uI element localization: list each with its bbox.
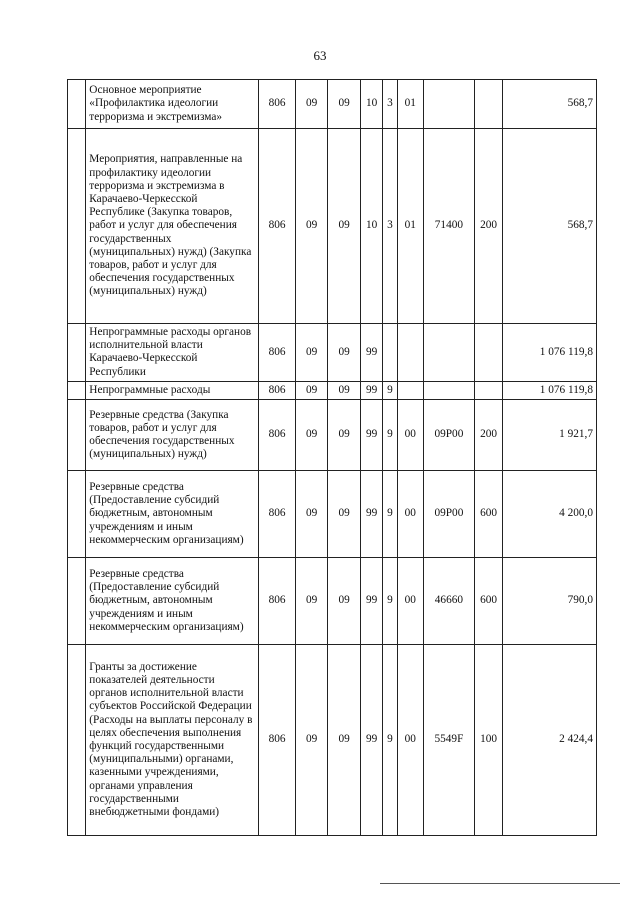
event-code xyxy=(397,381,423,399)
subsection-code: 09 xyxy=(328,129,361,324)
program-code: 99 xyxy=(360,400,382,471)
subprogram-code: 9 xyxy=(383,381,397,399)
expense-type-code xyxy=(474,381,502,399)
subsection-code: 09 xyxy=(328,381,361,399)
event-code: 01 xyxy=(397,80,423,129)
program-code: 10 xyxy=(360,80,382,129)
event-code: 00 xyxy=(397,400,423,471)
table-row xyxy=(68,400,597,471)
row-marker-cell xyxy=(68,129,86,324)
row-name: Гранты за достижение показателей деятельности органов исполнительной власти субъектов Российской Федерации (Расходы на выплаты персоналу в целях обеспечения выполнения функций государственными (муниципальными) органами, казенными учреждениями, органами управления государственными внебюджетными фондами) xyxy=(86,645,259,836)
page-number: 63 xyxy=(313,48,327,63)
program-code: 99 xyxy=(360,471,382,558)
subprogram-code: 9 xyxy=(383,558,397,645)
subsection-code: 09 xyxy=(328,471,361,558)
row-name: Резервные средства (Закупка товаров, работ и услуг для обеспечения государственных (муниципальных) нужд) xyxy=(86,400,259,471)
subsection-code: 09 xyxy=(328,80,361,129)
expense-type-code xyxy=(474,324,502,382)
direction-code: 09Р00 xyxy=(423,471,474,558)
row-marker-cell xyxy=(68,471,86,558)
subprogram-code xyxy=(383,324,397,382)
row-name: Резервные средства (Предоставление субсидий бюджетным, автономным учреждениям и иным некоммерческим организациям) xyxy=(86,471,259,558)
section-code: 09 xyxy=(295,400,328,471)
event-code xyxy=(397,324,423,382)
direction-code xyxy=(423,80,474,129)
expense-type-code: 100 xyxy=(474,645,502,836)
table-row xyxy=(68,80,597,129)
ministry-code: 806 xyxy=(259,558,296,645)
expense-type-code: 600 xyxy=(474,471,502,558)
ministry-code: 806 xyxy=(259,129,296,324)
ministry-code: 806 xyxy=(259,381,296,399)
program-code: 99 xyxy=(360,558,382,645)
section-code: 09 xyxy=(295,324,328,382)
section-code: 09 xyxy=(295,558,328,645)
subprogram-code: 3 xyxy=(383,129,397,324)
event-code: 00 xyxy=(397,558,423,645)
table-row xyxy=(68,471,597,558)
section-code: 09 xyxy=(295,645,328,836)
subprogram-code: 9 xyxy=(383,645,397,836)
row-name: Резервные средства (Предоставление субсидий бюджетным, автономным учреждениям и иным некоммерческим организациям) xyxy=(86,558,259,645)
program-code: 99 xyxy=(360,645,382,836)
budget-table xyxy=(67,79,597,836)
table-row xyxy=(68,324,597,382)
subprogram-code: 9 xyxy=(383,471,397,558)
amount: 1 076 119,8 xyxy=(503,324,597,382)
row-marker-cell xyxy=(68,324,86,382)
row-name: Основное мероприятие «Профилактика идеологии терроризма и экстремизма» xyxy=(86,80,259,129)
event-code: 01 xyxy=(397,129,423,324)
ministry-code: 806 xyxy=(259,324,296,382)
row-marker-cell xyxy=(68,645,86,836)
row-marker-cell xyxy=(68,558,86,645)
amount: 568,7 xyxy=(503,80,597,129)
program-code: 99 xyxy=(360,381,382,399)
subprogram-code: 9 xyxy=(383,400,397,471)
direction-code: 71400 xyxy=(423,129,474,324)
amount: 1 076 119,8 xyxy=(503,381,597,399)
amount: 568,7 xyxy=(503,129,597,324)
ministry-code: 806 xyxy=(259,400,296,471)
row-marker-cell xyxy=(68,80,86,129)
direction-code xyxy=(423,324,474,382)
section-code: 09 xyxy=(295,471,328,558)
subsection-code: 09 xyxy=(328,400,361,471)
program-code: 10 xyxy=(360,129,382,324)
event-code: 00 xyxy=(397,645,423,836)
amount: 4 200,0 xyxy=(503,471,597,558)
expense-type-code: 600 xyxy=(474,558,502,645)
amount: 2 424,4 xyxy=(503,645,597,836)
event-code: 00 xyxy=(397,471,423,558)
section-code: 09 xyxy=(295,129,328,324)
section-code: 09 xyxy=(295,80,328,129)
ministry-code: 806 xyxy=(259,645,296,836)
amount: 790,0 xyxy=(503,558,597,645)
subsection-code: 09 xyxy=(328,558,361,645)
table-row xyxy=(68,381,597,399)
row-marker-cell xyxy=(68,400,86,471)
direction-code xyxy=(423,381,474,399)
subsection-code: 09 xyxy=(328,645,361,836)
table-row xyxy=(68,558,597,645)
row-name: Непрограммные расходы xyxy=(86,381,259,399)
section-code: 09 xyxy=(295,381,328,399)
row-marker-cell xyxy=(68,381,86,399)
bottom-rule xyxy=(380,883,620,884)
expense-type-code xyxy=(474,80,502,129)
table-row xyxy=(68,645,597,836)
ministry-code: 806 xyxy=(259,80,296,129)
row-name: Мероприятия, направленные на профилактику идеологии терроризма и экстремизма в Карачаево-Черкесской Республике (Закупка товаров, работ и услуг для обеспечения государственных (муниципальных) нужд) (Закупка товаров, работ и услуг для обеспечения государственных (муниципальных) нужд) xyxy=(86,129,259,324)
amount: 1 921,7 xyxy=(503,400,597,471)
expense-type-code: 200 xyxy=(474,400,502,471)
table-row xyxy=(68,129,597,324)
direction-code: 09Р00 xyxy=(423,400,474,471)
expense-type-code: 200 xyxy=(474,129,502,324)
row-name: Непрограммные расходы органов исполнительной власти Карачаево-Черкесской Республики xyxy=(86,324,259,382)
program-code: 99 xyxy=(360,324,382,382)
subprogram-code: 3 xyxy=(383,80,397,129)
subsection-code: 09 xyxy=(328,324,361,382)
direction-code: 46660 xyxy=(423,558,474,645)
ministry-code: 806 xyxy=(259,471,296,558)
direction-code: 5549F xyxy=(423,645,474,836)
